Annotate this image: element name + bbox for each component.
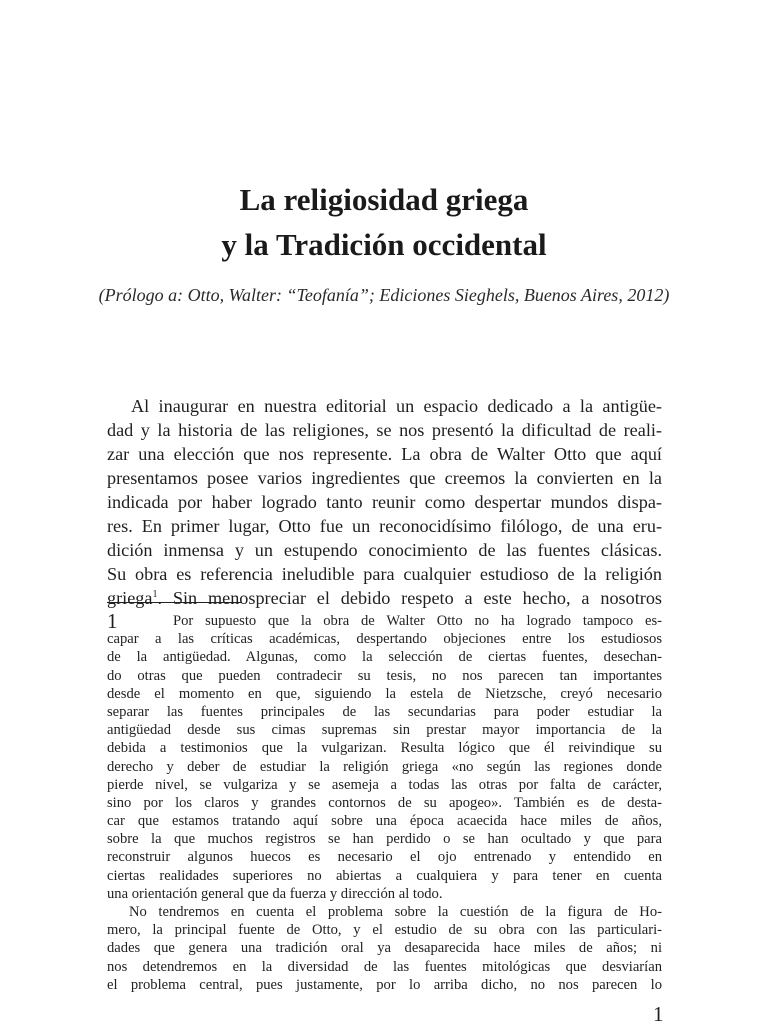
chapter-title-line-2: y la Tradición occidental xyxy=(221,227,547,262)
body-line: Al inaugurar en nuestra editorial un espacio dedicado a la antigüe- xyxy=(131,396,662,416)
footnote-line: capar a las críticas académicas, despertando objeciones entre los estudiosos xyxy=(107,631,662,648)
body-line: res. En primer lugar, Otto fue un reconocidísimo filólogo, de una eru- xyxy=(107,516,662,536)
footnote-line: sobre la que muchos registros se han perdido o se han ocultado y que para xyxy=(107,831,662,848)
body-line: Su obra es referencia ineludible para cualquier estudioso de la religión xyxy=(107,564,662,584)
footnote-separator xyxy=(107,602,241,603)
footnote-line: derecho y deber de estudiar la religión griega «no según las regiones donde xyxy=(107,758,662,775)
footnote-line: nos detendremos en la diversidad de las fuentes mitológicas que desviarían xyxy=(107,958,662,975)
page-number: 1 xyxy=(653,1002,664,1026)
body-line: presentamos posee varios ingredientes que creemos la convierten en la xyxy=(107,468,662,488)
footnote-line: mero, la principal fuente de Otto, y el estudio de su obra con las particulari- xyxy=(107,922,662,939)
body-line: indicada por haber logrado tanto reunir como despertar mundos dispa- xyxy=(107,492,662,512)
footnote-line: Por supuesto que la obra de Walter Otto no ha logrado tampoco es- xyxy=(173,613,662,629)
footnote-line: dades que genera una tradición oral ya desaparecida hace miles de años; ni xyxy=(107,940,662,957)
footnote-line: car que estamos tratando aquí sobre una época acaecida hace miles de años, xyxy=(107,813,662,830)
footnote-number: 1 xyxy=(107,609,118,633)
body-text-fragment: . Sin menospreciar el debido respeto a este hecho, a nosotros xyxy=(157,588,662,608)
footnote-line: do otras que pueden contradecir su tesis, no nos parecen tan importantes xyxy=(107,667,662,684)
body-line: dad y la historia de las religiones, se nos presentó la dificultad de reali- xyxy=(107,420,662,440)
chapter-subtitle: (Prólogo a: Otto, Walter: “Teofanía”; Ediciones Sieghels, Buenos Aires, 2012) xyxy=(98,285,670,305)
body-paragraph xyxy=(107,394,662,610)
body-line-last xyxy=(107,586,662,610)
footnote-reference: 1 xyxy=(152,589,158,600)
footnote-line: ciertas realidades superiores no abiertas a cualquiera y para tener en cuenta xyxy=(107,867,662,884)
footnote-line: sino por los claros y grandes contornos de su apogeo». También es de desta- xyxy=(107,794,662,811)
footnote-text xyxy=(107,612,662,994)
footnote-line: pierde nivel, se vulgariza y se asemeja a todas las otras por falta de carácter, xyxy=(107,776,662,793)
footnote-line: separar las fuentes principales de las secundarias para poder estudiar la xyxy=(107,703,662,720)
footnote-line: una orientación general que da fuerza y dirección al todo. xyxy=(107,885,443,902)
body-line: zar una elección que nos represente. La obra de Walter Otto que aquí xyxy=(107,444,662,464)
chapter-title-line-1: La religiosidad griega xyxy=(239,182,529,217)
body-line: dición inmensa y un estupendo conocimiento de las fuentes clásicas. xyxy=(107,540,662,560)
footnote-line: desde el momento en que, siguiendo la estela de Nietzsche, creyó necesario xyxy=(107,685,662,702)
footnote-line: antigüedad desde sus cimas supremas sin prestar mayor importancia de la xyxy=(107,722,662,739)
footnote-line: No tendremos en cuenta el problema sobre la cuestión de la figura de Ho- xyxy=(129,904,662,920)
footnote-line: el problema central, pues justamente, por lo arriba dicho, no nos parecen lo xyxy=(107,976,662,993)
footnote-line: reconstruir algunos huecos es necesario el ojo entrenado y entendido en xyxy=(107,849,662,866)
footnote-line: debida a testimonios que la vulgarizan. Resulta lógico que él reivindique su xyxy=(107,740,662,757)
footnote-line: de la antigüedad. Algunas, como la selección de ciertas fuentes, desechan- xyxy=(107,649,662,666)
body-text-fragment: griega xyxy=(107,588,153,608)
